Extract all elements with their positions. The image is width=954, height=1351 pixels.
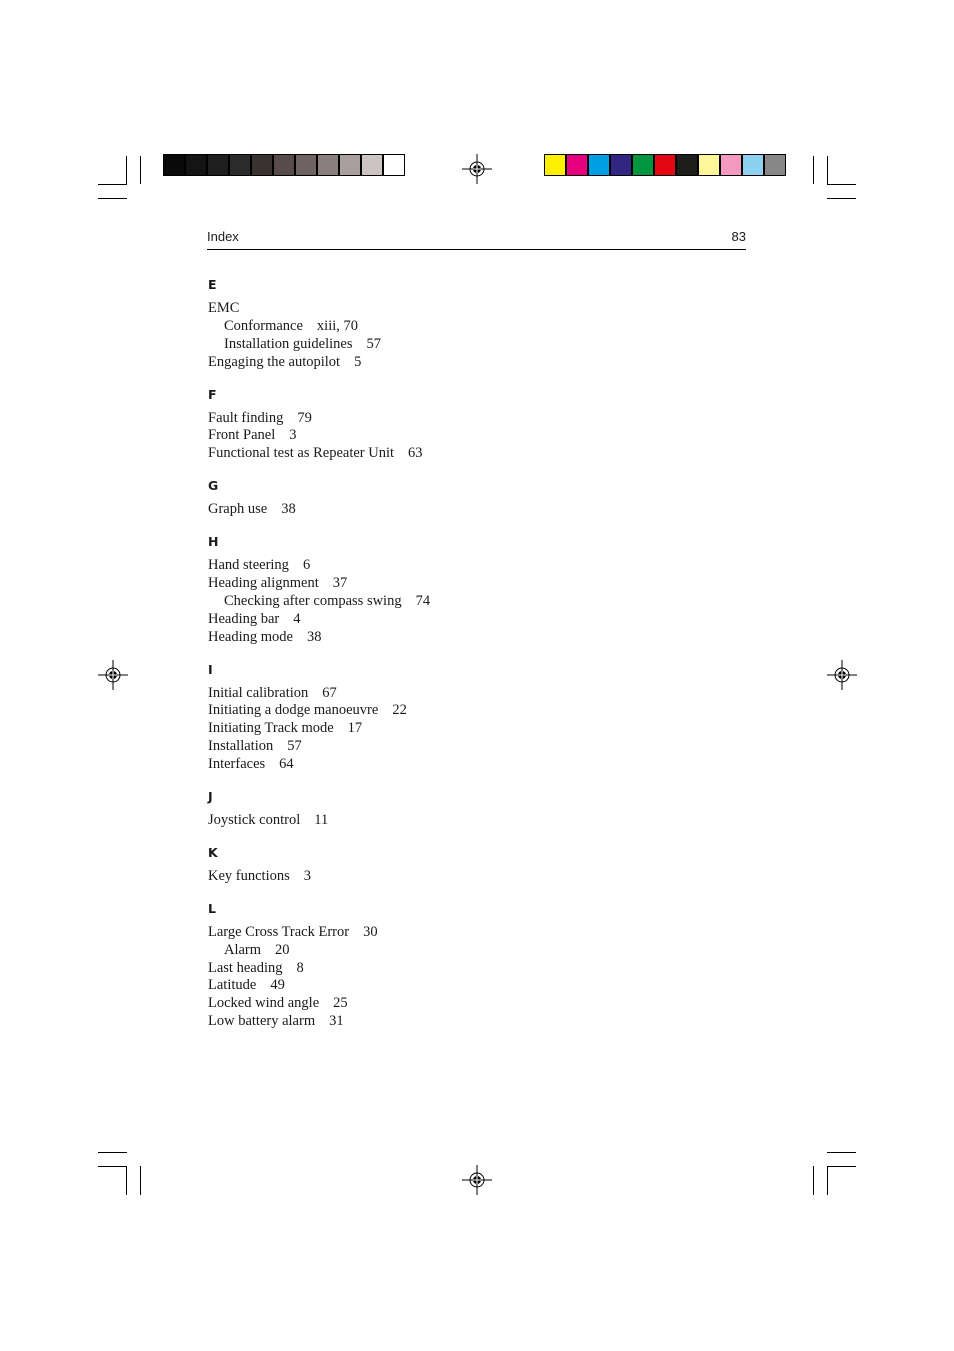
index-entry — [208, 575, 748, 593]
header-rule — [207, 249, 746, 250]
index-entry — [208, 960, 748, 978]
index-entry — [208, 1013, 748, 1031]
index-entry — [208, 300, 748, 318]
process-color-swatch — [698, 154, 720, 176]
process-color-swatch — [610, 154, 632, 176]
index-section — [208, 276, 748, 372]
process-color-swatch — [654, 154, 676, 176]
index-term: Heading bar — [208, 610, 280, 627]
registration-mark-left-icon — [98, 660, 128, 690]
grayscale-swatch — [185, 154, 207, 176]
index-term: Initiating Track mode — [208, 720, 334, 737]
index-page-ref: 79 — [297, 409, 312, 426]
process-color-swatch — [720, 154, 742, 176]
index-entry — [208, 611, 748, 629]
grayscale-swatch — [207, 154, 229, 176]
index-page-ref: 20 — [275, 941, 290, 958]
index-entry — [208, 868, 748, 886]
index-term: Locked wind angle — [208, 995, 320, 1012]
index-term: Initial calibration — [208, 684, 309, 701]
index-page-ref: 63 — [408, 445, 423, 462]
index-page-ref: 22 — [392, 702, 407, 719]
index-section — [208, 788, 748, 830]
index-term: Front Panel — [208, 427, 276, 444]
index-page-ref: 49 — [270, 977, 285, 994]
grayscale-swatch — [361, 154, 383, 176]
index-term: Fault finding — [208, 409, 284, 426]
index-section-letter: H — [208, 534, 219, 550]
process-color-swatch — [676, 154, 698, 176]
running-header-title: Index — [207, 229, 239, 244]
registration-mark-bottom-icon — [462, 1165, 492, 1195]
index-term: Conformance — [224, 317, 303, 334]
index-section-letter: I — [208, 661, 213, 677]
index-entry — [208, 977, 748, 995]
index-page-ref: xiii, 70 — [316, 317, 359, 334]
index-section — [208, 900, 748, 1031]
index-entry — [208, 685, 748, 703]
index-term: Hand steering — [208, 557, 289, 574]
index-term: Latitude — [208, 977, 257, 994]
index-term: Low battery alarm — [208, 1013, 316, 1030]
page-number: 83 — [731, 229, 746, 244]
index-page-ref: 5 — [354, 353, 362, 370]
index-term: Heading mode — [208, 628, 293, 645]
index-section-letter: L — [208, 900, 216, 916]
index-page-ref: 64 — [279, 756, 294, 773]
index-term: Joystick control — [208, 812, 301, 829]
index-entry — [208, 501, 748, 519]
index-entry — [208, 924, 748, 942]
index-section — [208, 477, 748, 519]
grayscale-swatch — [229, 154, 251, 176]
grayscale-swatch — [317, 154, 339, 176]
index-section — [208, 533, 748, 646]
index-section-letter: F — [208, 386, 217, 402]
index-page-ref: 6 — [302, 557, 311, 574]
process-color-swatch — [588, 154, 610, 176]
index-term: Installation guidelines — [224, 335, 353, 352]
index-term: Alarm — [224, 941, 262, 958]
index-term: Last heading — [208, 959, 283, 976]
index-list — [208, 276, 748, 1045]
index-page-ref: 31 — [329, 1013, 344, 1030]
index-subentry — [208, 336, 748, 354]
index-term: Graph use — [208, 501, 268, 518]
index-page-ref: 38 — [306, 628, 322, 645]
process-color-swatch — [632, 154, 654, 176]
grayscale-swatch — [251, 154, 273, 176]
index-page-ref: 8 — [296, 959, 304, 976]
grayscale-bar — [163, 154, 405, 176]
index-entry — [208, 720, 748, 738]
index-term: Functional test as Repeater Unit — [208, 445, 395, 462]
index-entry — [208, 702, 748, 720]
index-page-ref: 38 — [281, 501, 296, 518]
index-term: Installation — [208, 738, 274, 755]
index-page-ref: 17 — [347, 720, 363, 737]
index-term: Key functions — [208, 867, 290, 884]
index-entry — [208, 756, 748, 774]
index-entry — [208, 738, 748, 756]
index-term: Initiating a dodge manoeuvre — [208, 702, 379, 719]
index-term: Engaging the autopilot — [208, 353, 341, 370]
grayscale-swatch — [273, 154, 295, 176]
process-color-swatch — [544, 154, 566, 176]
index-entry — [208, 354, 748, 372]
process-color-bar — [544, 154, 786, 176]
index-section-letter: J — [208, 789, 213, 805]
index-page-ref: 57 — [366, 335, 381, 352]
index-section-letter: E — [208, 277, 217, 292]
index-subentry — [208, 593, 748, 611]
index-page-ref: 67 — [322, 684, 337, 701]
index-term: Checking after compass swing — [224, 592, 402, 609]
index-term: Large Cross Track Error — [208, 923, 350, 940]
grayscale-swatch — [339, 154, 361, 176]
index-page-ref: 3 — [289, 427, 297, 444]
process-color-swatch — [764, 154, 786, 176]
index-page-ref: 3 — [303, 867, 311, 884]
index-section-letter: G — [208, 478, 219, 494]
grayscale-swatch — [295, 154, 317, 176]
index-entry — [208, 410, 748, 428]
grayscale-swatch — [383, 154, 405, 176]
index-section-letter: K — [208, 844, 218, 860]
registration-mark-top-icon — [462, 154, 492, 184]
index-section — [208, 386, 748, 464]
process-color-swatch — [742, 154, 764, 176]
index-page-ref: 74 — [415, 592, 431, 609]
index-page-ref: 37 — [332, 575, 348, 592]
index-section — [208, 844, 748, 886]
index-entry — [208, 629, 748, 647]
registration-mark-right-icon — [827, 660, 857, 690]
index-page-ref: 4 — [293, 610, 301, 627]
index-subentry — [208, 318, 748, 336]
index-subentry — [208, 942, 748, 960]
index-section — [208, 661, 748, 774]
index-term: EMC — [208, 300, 240, 316]
process-color-swatch — [566, 154, 588, 176]
index-term: Heading alignment — [208, 575, 319, 592]
index-page-ref: 11 — [314, 812, 329, 829]
index-entry — [208, 427, 748, 445]
index-page-ref: 30 — [363, 923, 378, 940]
index-entry — [208, 995, 748, 1013]
grayscale-swatch — [163, 154, 185, 176]
index-page-ref: 25 — [333, 995, 348, 1012]
index-entry — [208, 557, 748, 575]
index-term: Interfaces — [208, 756, 266, 773]
index-page-ref: 57 — [287, 738, 302, 755]
index-entry — [208, 812, 748, 830]
index-entry — [208, 445, 748, 463]
